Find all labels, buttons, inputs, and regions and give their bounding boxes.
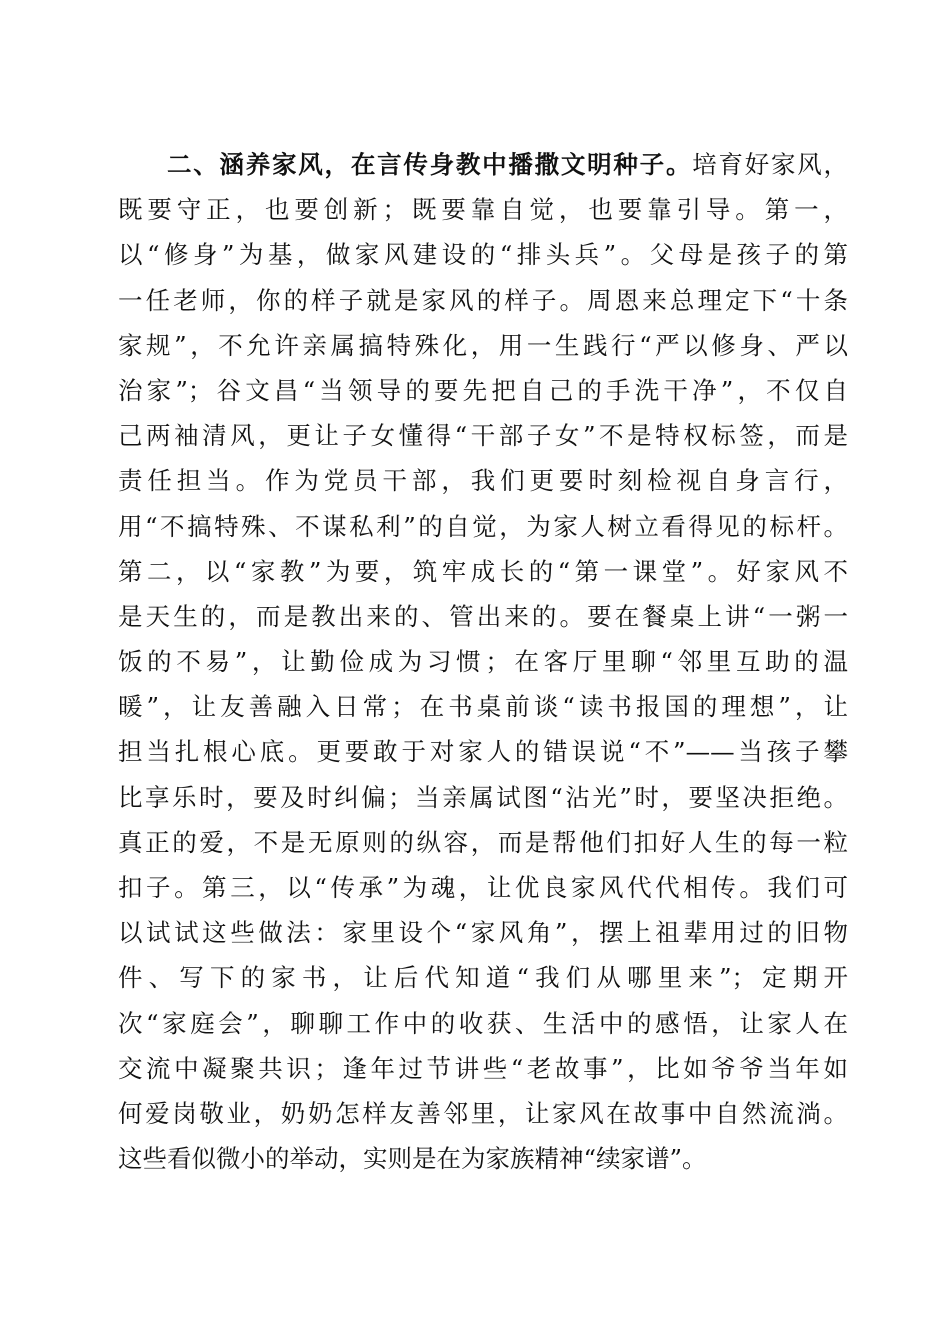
paragraph-line: 己两袖清风，更让子女懂得“干部子女”不是特权标签，而是 bbox=[118, 421, 848, 451]
paragraph-line: 暖”，让友善融入日常；在书桌前谈“读书报国的理想”，让 bbox=[118, 692, 848, 722]
paragraph-line: 扣子。第三，以“传承”为魂，让优良家风代代相传。我们可 bbox=[118, 873, 848, 902]
paragraph-line: 家规”，不允许亲属搞特殊化，用一生践行“严以修身、严以 bbox=[118, 330, 848, 360]
paragraph-line: 责任担当。作为党员干部，我们更要时刻检视自身言行， bbox=[118, 466, 848, 496]
paragraph-line: 比享乐时，要及时纠偏；当亲属试图“沾光”时，要坚决拒绝。 bbox=[118, 782, 848, 812]
paragraph-line: 是天生的，而是教出来的、管出来的。要在餐桌上讲“一粥一 bbox=[118, 601, 848, 631]
paragraph-line: 饭的不易”，让勤俭成为习惯；在客厅里聊“邻里互助的温 bbox=[118, 647, 848, 677]
paragraph-line: 这些看似微小的举动，实则是在为家族精神“续家谱”。 bbox=[118, 1144, 707, 1174]
paragraph-line: 担当扎根心底。更要敢于对家人的错误说“不”——当孩子攀 bbox=[118, 737, 848, 767]
paragraph-line: 治家”；谷文昌“当领导的要先把自己的手洗干净”，不仅自 bbox=[118, 375, 848, 405]
paragraph-line: 件、写下的家书，让后代知道“我们从哪里来”；定期开 bbox=[118, 963, 848, 993]
paragraph-line: 次“家庭会”，聊聊工作中的收获、生活中的感悟，让家人在 bbox=[118, 1008, 848, 1038]
paragraph-line: 第二，以“家教”为要，筑牢成长的“第一课堂”。好家风不 bbox=[118, 556, 848, 586]
heading-line-continuation: 培育好家风， bbox=[692, 150, 849, 179]
paragraph-line: 用“不搞特殊、不谋私利”的自觉，为家人树立看得见的标杆。 bbox=[118, 511, 848, 541]
paragraph-line: 何爱岗敬业，奶奶怎样友善邻里，让家风在故事中自然流淌。 bbox=[118, 1098, 848, 1128]
paragraph-line: 一任老师，你的样子就是家风的样子。周恩来总理定下“十条 bbox=[118, 285, 848, 315]
paragraph-line: 交流中凝聚共识；逢年过节讲些“老故事”，比如爷爷当年如 bbox=[118, 1053, 848, 1083]
paragraph-line: 真正的爱，不是无原则的纵容，而是帮他们扣好人生的每一粒 bbox=[118, 827, 848, 857]
paragraph-line: 以试试这些做法：家里设个“家风角”，摆上祖辈用过的旧物 bbox=[118, 918, 848, 948]
paragraph-line bbox=[118, 142, 848, 187]
paragraph-line: 既要守正，也要创新；既要靠自觉，也要靠引导。第一， bbox=[118, 195, 848, 225]
paragraph-line: 以“修身”为基，做家风建设的“排头兵”。父母是孩子的第 bbox=[118, 240, 848, 270]
body-paragraph bbox=[118, 142, 848, 1181]
section-heading: 二、涵养家风，在言传身教中播撒文明种子。 bbox=[167, 150, 693, 179]
